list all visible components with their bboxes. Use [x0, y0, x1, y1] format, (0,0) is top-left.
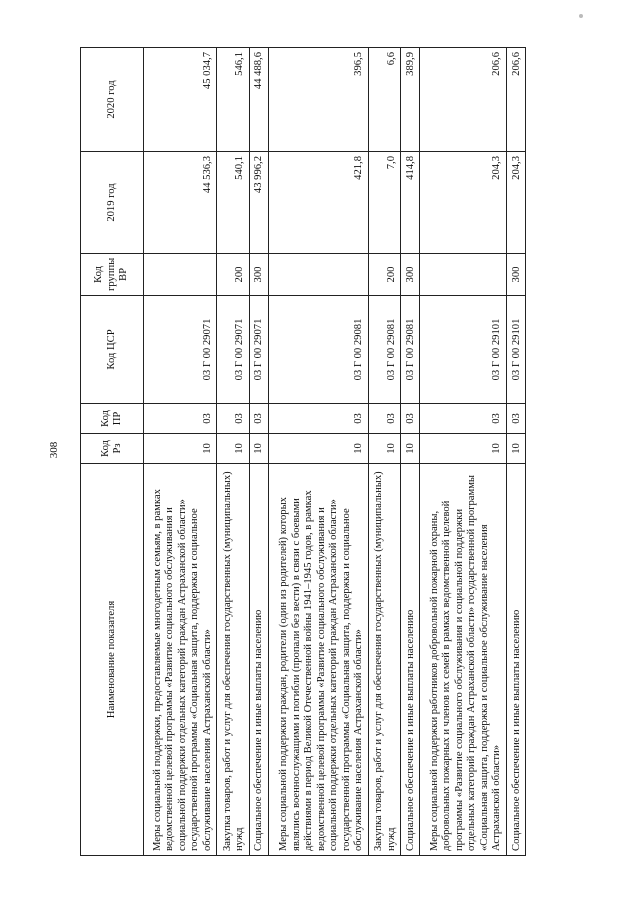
row-pr: 03 — [420, 404, 507, 434]
table-row — [217, 48, 250, 856]
row-csr: 03 Г 00 29081 — [401, 296, 420, 404]
row-rz: 10 — [368, 434, 401, 464]
row-pr: 03 — [401, 404, 420, 434]
row-name: Социальное обеспечение и иные выплаты населению — [506, 464, 525, 856]
row-pr: 03 — [217, 404, 250, 434]
row-name: Меры социальной поддержки граждан, родители (один из родителей) которых являлись военнослужащими и погибли (пропали без вести) в связи с боевыми действиями в период Великой Отечественной войны 1941–1945 годов, в рамках ведомственной целевой программы «Развитие социального обслуживания и социальной поддержки отдельных категорий граждан Астраханской области» государственной программы «Социальная защита, поддержка и социальное обслуживание населения Астраханской области» — [268, 464, 368, 856]
row-2020: 45 034,7 — [144, 48, 217, 152]
row-2020: 546,1 — [217, 48, 250, 152]
row-pr: 03 — [368, 404, 401, 434]
row-rz: 10 — [249, 434, 268, 464]
table-row — [268, 48, 368, 856]
row-2019: 204,3 — [420, 152, 507, 254]
header-csr: Код ЦСР — [81, 296, 144, 404]
row-2019: 540,1 — [217, 152, 250, 254]
row-2020: 6,6 — [368, 48, 401, 152]
row-name: Меры социальной поддержки, предоставляемые многодетным семьям, в рамках ведомственной целевой программы «Развитие социального обслуживания и социальной поддержки отдельных категорий граждан Астраханской области» государственной программы «Социальная защита, поддержка и социальное обслуживание населения Астраханской области» — [144, 464, 217, 856]
row-2020: 44 488,6 — [249, 48, 268, 152]
row-name: Закупка товаров, работ и услуг для обеспечения государственных (муниципальных) нужд — [217, 464, 250, 856]
table-row — [401, 48, 420, 856]
rotated-document — [80, 48, 526, 856]
row-rz: 10 — [268, 434, 368, 464]
row-rz: 10 — [401, 434, 420, 464]
row-csr: 03 Г 00 29071 — [249, 296, 268, 404]
row-pr: 03 — [506, 404, 525, 434]
row-vr — [144, 254, 217, 296]
table-row — [144, 48, 217, 856]
row-vr: 300 — [249, 254, 268, 296]
row-rz: 10 — [144, 434, 217, 464]
table-row — [249, 48, 268, 856]
row-pr: 03 — [144, 404, 217, 434]
row-vr — [268, 254, 368, 296]
row-2019: 43 996,2 — [249, 152, 268, 254]
row-vr: 200 — [368, 254, 401, 296]
row-csr: 03 Г 00 29071 — [217, 296, 250, 404]
header-vr: Код группы ВР — [81, 254, 144, 296]
header-rz: Код Рз — [81, 434, 144, 464]
row-2020: 389,9 — [401, 48, 420, 152]
row-2020: 396,5 — [268, 48, 368, 152]
row-2020: 206,6 — [506, 48, 525, 152]
row-csr: 03 Г 00 29081 — [268, 296, 368, 404]
row-csr: 03 Г 00 29071 — [144, 296, 217, 404]
scan-dot — [579, 14, 583, 18]
row-rz: 10 — [506, 434, 525, 464]
header-2020: 2020 год — [81, 48, 144, 152]
row-name: Социальное обеспечение и иные выплаты населению — [249, 464, 268, 856]
row-csr: 03 Г 00 29081 — [368, 296, 401, 404]
row-2019: 421,8 — [268, 152, 368, 254]
row-2019: 414,8 — [401, 152, 420, 254]
row-rz: 10 — [420, 434, 507, 464]
table-row — [506, 48, 525, 856]
header-row — [81, 48, 144, 856]
row-pr: 03 — [268, 404, 368, 434]
row-vr: 300 — [506, 254, 525, 296]
row-name: Меры социальной поддержки работников добровольной пожарной охраны, добровольных пожарных и членов их семей в рамках ведомственной целевой программы «Развитие социального обслуживания и социальной поддержки отдельных категорий граждан Астраханской области» государственной программы «Социальная защита, поддержка и социальное обслуживание населения Астраханской области» — [420, 464, 507, 856]
row-csr: 03 Г 00 29101 — [506, 296, 525, 404]
row-2019: 7,0 — [368, 152, 401, 254]
header-2019: 2019 год — [81, 152, 144, 254]
row-vr: 200 — [217, 254, 250, 296]
row-vr: 300 — [401, 254, 420, 296]
row-name: Социальное обеспечение и иные выплаты населению — [401, 464, 420, 856]
row-pr: 03 — [249, 404, 268, 434]
table-row — [420, 48, 507, 856]
table-row — [368, 48, 401, 856]
row-csr: 03 Г 00 29101 — [420, 296, 507, 404]
budget-table — [80, 47, 526, 856]
row-2019: 44 536,3 — [144, 152, 217, 254]
row-2020: 206,6 — [420, 48, 507, 152]
header-pr: Код ПР — [81, 404, 144, 434]
row-rz: 10 — [217, 434, 250, 464]
row-name: Закупка товаров, работ и услуг для обеспечения государственных (муниципальных) нужд — [368, 464, 401, 856]
header-name: Наименование показателя — [81, 464, 144, 856]
row-vr — [420, 254, 507, 296]
page-number: 308 — [48, 441, 60, 459]
row-2019: 204,3 — [506, 152, 525, 254]
